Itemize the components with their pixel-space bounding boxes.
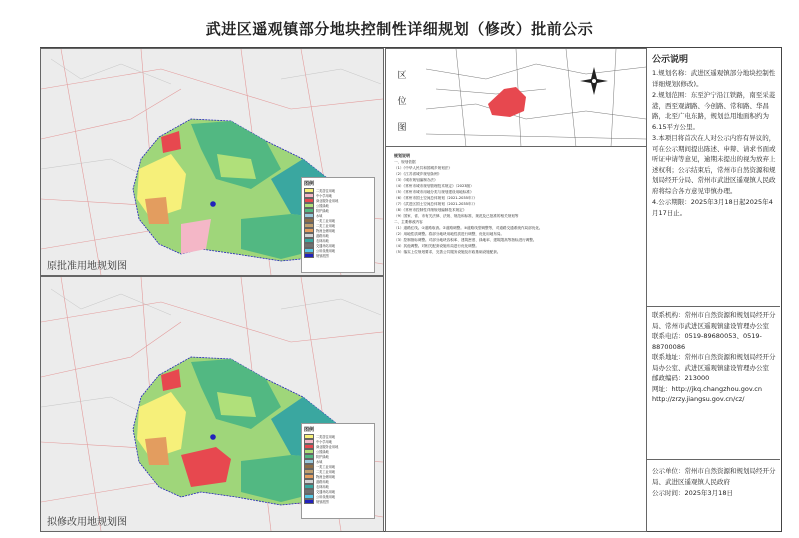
legend-item <box>304 499 372 504</box>
explanation-paragraph: （2）用地性质调整。将部分地块用地性质进行调整，优化用地布局。 <box>394 232 505 236</box>
revised-land-use-map <box>40 276 384 532</box>
divider <box>647 306 780 307</box>
legend-title: 图例 <box>304 427 315 433</box>
issuer-info <box>652 466 776 499</box>
explanation-paragraph: 一、规划依据 <box>394 160 416 164</box>
explanation-paragraph: （8）《常州市控制性详细规划编制技术规定》 <box>394 208 467 212</box>
location-map-drawing <box>426 49 646 147</box>
legend-label: 商业服务业用地 <box>316 445 339 449</box>
original-map-caption: 原批准用地规划图 <box>47 261 127 272</box>
legend-label: 物流仓储用地 <box>316 229 336 233</box>
notice-item: 2.规划范围：东至沪宁沿江铁路，南至采菱港，西至观湖路、今创路、常和路、华昌路，北至广电东路，规划总用地面积约为6.15平方公里。 <box>652 91 776 131</box>
legend-label: 二类居住用地 <box>316 435 336 439</box>
legend-label: 商业服务业用地 <box>316 199 339 203</box>
issuer-line: 公示单位：常州市自然资源和规划局经开分局、武进区遥观镇人民政府 <box>652 467 776 486</box>
legend-label: 水域 <box>316 460 323 464</box>
legend-label: 交通场站用地 <box>316 490 336 494</box>
notice-title: 公示说明 <box>652 55 689 65</box>
legend-label: 中小学用地 <box>316 440 332 444</box>
explanation-paragraph: （4）其他调整。对相关配套设施布局进行优化调整。 <box>394 244 479 248</box>
contact-info <box>652 310 776 405</box>
revised-map-caption: 拟修改用地规划图 <box>47 517 127 528</box>
legend-label: 中小学用地 <box>316 194 332 198</box>
legend-label: 防护绿地 <box>316 209 329 213</box>
legend-label: 一类工业用地 <box>316 219 336 223</box>
explanation-paragraph: （1）道路红线。①道路取消。②道路调整。③道路线型调整等，对道路交通系统作局部优化。 <box>394 226 543 230</box>
legend-title: 图例 <box>304 181 315 187</box>
explanation-paragraph: （7）《武进区国土空间总体规划（2021-2035年）》 <box>394 202 477 206</box>
legend-label: 公园绿地 <box>316 204 329 208</box>
revised-map-legend <box>301 423 375 519</box>
legend-label: 公园绿地 <box>316 450 329 454</box>
issuer-line: 公示时间：2025年3月18日 <box>652 489 733 497</box>
contact-line: 联系电话：0519-89680053、0519-88700086 <box>652 332 762 351</box>
legend-label: 公用设施用地 <box>316 495 336 499</box>
notice-item: 1.规划名称：武进区遥观镇部分地块控制性详细规划(修改)。 <box>652 69 776 88</box>
legend-label: 一类工业用地 <box>316 465 336 469</box>
legend-label: 农林用地 <box>316 485 329 489</box>
legend-label: 物流仓储用地 <box>316 475 336 479</box>
explanation-heading: 规划说明 <box>394 153 410 158</box>
legend-label: 交通场站用地 <box>316 244 336 248</box>
notice-column <box>647 48 780 530</box>
notice-items <box>652 68 776 219</box>
explanation-paragraph: （3）控制指标调整。对部分地块容积率、建筑密度、绿地率、建筑限高等指标进行调整。 <box>394 238 537 242</box>
legend-label: 水域 <box>316 214 323 218</box>
legend-label: 二类工业用地 <box>316 224 336 228</box>
contact-link[interactable]: http://zrzy.jiangsu.gov.cn/cz/ <box>652 395 745 403</box>
contact-line: 邮政编码：213000 <box>652 374 710 382</box>
explanation-paragraph: （5）落实上位规划要求，完善公共服务设施及市政基础设施配套。 <box>394 250 501 254</box>
explanation-paragraph: （4）《常州市城市规划管理技术规定》（2023版） <box>394 184 474 188</box>
legend-label: 道路用地 <box>316 480 329 484</box>
explanation-paragraph: （2）《江苏省城乡规划条例》 <box>394 172 442 176</box>
legend-label: 防护绿地 <box>316 455 329 459</box>
explanation-paragraph: （6）《常州市国土空间总体规划（2021-2035年）》 <box>394 196 477 200</box>
explanation-paragraph: （3）《城市规划编制办法》 <box>394 178 438 182</box>
location-map <box>426 49 646 147</box>
notice-item: 4.公示期限：2025年3月18日起2025年4月17日止。 <box>652 198 773 217</box>
original-map-legend <box>301 177 375 273</box>
page-title: 武进区遥观镇部分地块控制性详细规划（修改）批前公示 <box>205 20 594 38</box>
contact-line: 联系机构：常州市自然资源和规划局经开分局、常州市武进区遥观镇建设管理办公室 <box>652 311 776 330</box>
explanation-paragraph: （5）《常州市城市用地分类与规划建设用地标准》 <box>394 190 474 194</box>
explanation-paragraph: 二、主要修改内容 <box>394 220 423 224</box>
legend-label: 公用设施用地 <box>316 249 336 253</box>
location-map-panel <box>385 48 647 148</box>
explanation-paragraph: （1）《中华人民共和国城乡规划法》 <box>394 166 452 170</box>
contact-link[interactable]: 网址：http://jkq.changzhou.gov.cn <box>652 384 762 393</box>
legend-label: 二类工业用地 <box>316 470 336 474</box>
contact-line: 联系地址：常州市自然资源和规划局经开分局办公室、武进区遥观镇建设管理办公室 <box>652 353 776 372</box>
planning-explanation <box>385 146 647 532</box>
original-land-use-map <box>40 48 384 276</box>
location-map-label: 区位图 <box>397 71 407 133</box>
legend-swatch <box>304 253 314 258</box>
legend-label: 规划范围 <box>316 500 329 504</box>
divider <box>647 459 780 460</box>
notice-item: 3.本项目将首次在人对公示内容有异议的，可在公示期间提出陈述、申辩、请求书面或听证申请等意见，逾期未提出的视为放弃上述权利；公示结束后，常州市自然资源和规划局经开分局、常州市武进区遥观镇人民政府将综合各方意见审慎办理。 <box>652 134 776 195</box>
legend-label: 规划范围 <box>316 254 329 258</box>
legend-item <box>304 253 372 258</box>
legend-swatch <box>304 499 314 504</box>
legend-label: 农林用地 <box>316 239 329 243</box>
legend-label: 二类居住用地 <box>316 189 336 193</box>
legend-label: 道路用地 <box>316 234 329 238</box>
explanation-paragraph: （9）国家、省、市有关法律、法规、规范和标准，规范及已批准的相关规划等 <box>394 214 519 218</box>
